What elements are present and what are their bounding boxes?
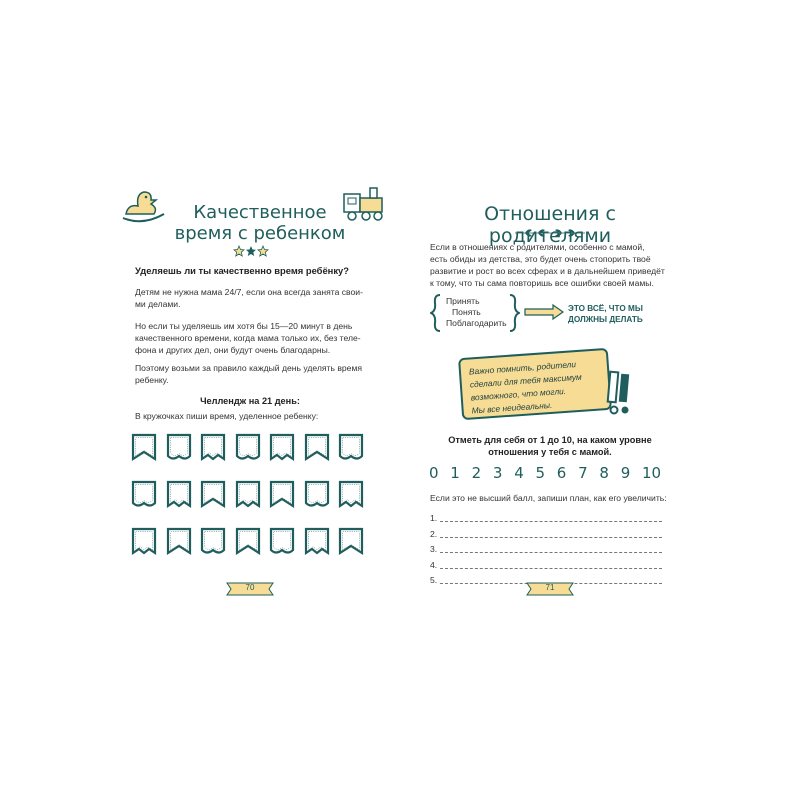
list-item: Понять [452, 307, 481, 317]
title-line-2: время с ребенком [174, 223, 346, 244]
day-badge[interactable] [165, 432, 193, 462]
rating-value[interactable]: 9 [620, 464, 631, 482]
rating-value[interactable]: 3 [492, 464, 503, 482]
dashed-line [440, 552, 662, 553]
question-heading: Уделяешь ли ты качественно время ребёнку? [135, 265, 349, 276]
plan-line-number: 4. [430, 559, 438, 570]
day-badge[interactable] [165, 526, 193, 556]
rating-value[interactable]: 7 [578, 464, 588, 482]
plan-line-number: 5. [430, 575, 438, 585]
day-badge[interactable] [199, 479, 227, 509]
day-badge[interactable] [234, 526, 262, 556]
left-brace-icon [430, 293, 442, 333]
day-badge[interactable] [337, 432, 365, 462]
list-item: Принять [446, 296, 480, 306]
day-badge[interactable] [199, 526, 227, 556]
list-item: Поблагодарить [446, 318, 507, 328]
note-line-3: возможного, что могли. [470, 385, 567, 403]
day-badge[interactable] [303, 526, 331, 556]
paragraph-1 [135, 286, 395, 310]
exclamation-icon [606, 370, 632, 418]
paragraph-3-line-2: ребенку. [135, 375, 169, 385]
leaf-branch-icon [510, 227, 590, 239]
challenge-title: Челлендж на 21 день: [200, 396, 300, 406]
plan-line-number: 3. [430, 544, 438, 554]
plan-line[interactable] [430, 529, 662, 539]
rating-value[interactable]: 8 [599, 464, 609, 482]
page-number: 70 [245, 583, 255, 592]
day-badge[interactable] [303, 479, 331, 509]
day-badge[interactable] [165, 479, 193, 509]
right-brace-icon [508, 293, 520, 333]
result-text [568, 303, 678, 325]
paragraph-3 [135, 362, 395, 386]
plan-line-number: 1. [430, 513, 438, 523]
day-badge[interactable] [130, 526, 158, 556]
plan-line[interactable] [430, 560, 662, 570]
challenge-instruction: В кружочках пиши время, уделенное ребенку: [135, 411, 319, 421]
day-badge[interactable] [303, 432, 331, 462]
page-number-badge [225, 581, 275, 597]
rating-value[interactable]: 1 [450, 464, 460, 482]
intro-line-3: развитие и рост во всех сферах и в дальнейшем приведёт [430, 266, 665, 276]
dashed-line [440, 521, 662, 522]
rating-value[interactable]: 5 [535, 464, 546, 482]
day-badge[interactable] [130, 479, 158, 509]
day-badge[interactable] [337, 479, 365, 509]
paragraph-2-line-3: фона и других дел, они будут очень благодарны. [135, 345, 331, 355]
plan-line-number: 2. [430, 528, 438, 539]
paragraph-2-line-1: Но если ты уделяешь им хотя бы 15—20 минут в день [135, 321, 353, 331]
day-badge[interactable] [130, 432, 158, 462]
day-badge[interactable] [337, 526, 365, 556]
day-badge[interactable] [199, 432, 227, 462]
paragraph-1-line-1: Детям не нужна мама 24/7, если она всегда занята свои- [135, 287, 363, 297]
reminder-note [458, 348, 612, 420]
intro-line-2: есть обиды из детства, это будет очень стопорить твоё [430, 254, 651, 264]
plan-line[interactable] [430, 513, 662, 523]
plan-line[interactable] [430, 544, 662, 554]
paragraph-2 [135, 320, 395, 356]
day-badge[interactable] [234, 432, 262, 462]
result-line-1: ЭТО ВСЁ, ЧТО МЫ [568, 304, 643, 313]
day-badge[interactable] [268, 479, 296, 509]
rating-question [400, 434, 700, 458]
note-line-4: Мы все неидеальны. [471, 399, 553, 416]
result-line-2: ДОЛЖНЫ ДЕЛАТЬ [568, 315, 643, 324]
rocking-duck-icon [118, 184, 168, 226]
arrow-right-icon [523, 304, 565, 320]
rating-question-line-1: Отметь для себя от 1 до 10, на каком уровне [448, 435, 652, 445]
rating-value[interactable]: 0 [429, 464, 439, 482]
page-number-badge [525, 581, 575, 597]
rating-value[interactable]: 6 [556, 464, 567, 482]
star-icon [233, 245, 269, 257]
page-title [165, 202, 355, 244]
intro-line-1: Если в отношениях с родителями, особенно с мамой, [430, 242, 645, 252]
rating-value[interactable]: 10 [642, 464, 662, 482]
day-badge[interactable] [268, 432, 296, 462]
plan-prompt: Если это не высший балл, запиши план, как его увеличить: [430, 493, 667, 503]
title-line-1: Качественное [193, 202, 327, 223]
dashed-line [440, 537, 662, 538]
intro-line-4: к тому, что ты сама повторишь все ошибки своей мамы. [430, 278, 654, 288]
paragraph-2-line-2: качественного времени, когда мама только их, без теле- [135, 333, 361, 343]
dashed-line [440, 568, 662, 569]
rating-value[interactable]: 4 [514, 464, 524, 482]
note-line-2: сделали для тебя максимум [469, 371, 583, 390]
page-number: 71 [545, 583, 555, 592]
paragraph-1-line-2: ми делами. [135, 299, 181, 309]
page-title: Отношения с родителями [484, 203, 616, 247]
note-line-1: Важно помнить, родители [468, 359, 577, 377]
rating-question-line-2: отношения у тебя с мамой. [488, 447, 612, 457]
day-badge[interactable] [234, 479, 262, 509]
day-badge[interactable] [268, 526, 296, 556]
rating-value[interactable]: 2 [471, 464, 482, 482]
left-page [100, 170, 400, 610]
paragraph-3-line-1: Поэтому возьми за правило каждый день уделять время [135, 363, 363, 373]
right-page [400, 170, 700, 610]
intro-paragraph [430, 241, 692, 289]
